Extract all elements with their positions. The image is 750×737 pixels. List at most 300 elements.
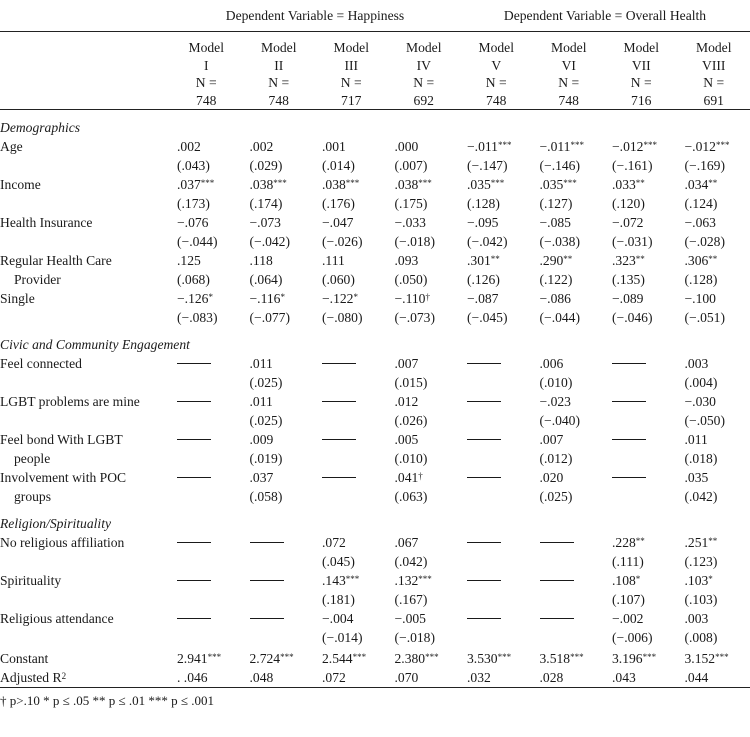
coef-cell: .072 — [322, 535, 346, 550]
se-cell — [605, 411, 678, 430]
se-cell: (−.042) — [249, 234, 291, 249]
significance-mark: *** — [570, 140, 584, 150]
coef-cell — [170, 533, 243, 552]
coef-cell: .067 — [394, 535, 419, 550]
se-cell: (.045) — [322, 554, 355, 569]
coef-cell: .037*** — [177, 177, 215, 192]
dash-mark — [467, 439, 501, 440]
significance-mark: ** — [708, 536, 718, 546]
row-label: Single — [0, 291, 35, 306]
row-label-cont — [0, 194, 170, 213]
coef-cell — [460, 354, 533, 373]
significance-mark: *** — [715, 652, 729, 662]
model-header — [243, 32, 316, 110]
summary-cell: .044 — [684, 670, 709, 685]
se-cell — [170, 590, 243, 609]
coef-row — [0, 213, 750, 232]
se-cell: (.012) — [539, 451, 573, 466]
se-cell — [533, 590, 606, 609]
model-header-m: Model — [188, 40, 224, 55]
model-header-m: Model — [478, 40, 514, 55]
dash-mark — [177, 477, 211, 478]
se-cell: (.010) — [539, 375, 573, 390]
dash-mark — [540, 618, 574, 619]
se-cell: (−.080) — [322, 310, 363, 325]
significance-mark: † — [418, 471, 423, 481]
se-row — [0, 270, 750, 289]
dash-mark — [177, 542, 211, 543]
se-row — [0, 411, 750, 430]
se-cell — [170, 552, 243, 571]
model-header-n: N = — [195, 75, 217, 90]
row-label-cont — [0, 156, 170, 175]
coef-cell: −.126* — [177, 291, 213, 306]
se-cell — [605, 373, 678, 392]
significance-mark: *** — [280, 652, 294, 662]
se-cell: (−.018) — [394, 234, 436, 249]
summary-cell: 2.544*** — [322, 651, 367, 666]
summary-cell: .070 — [394, 670, 419, 685]
se-cell: (.120) — [612, 196, 645, 211]
coef-cell: .111 — [322, 253, 345, 268]
coef-cell — [605, 392, 678, 411]
model-header-nv: 748 — [196, 92, 217, 108]
significance-mark: *** — [643, 140, 657, 150]
se-cell — [460, 373, 533, 392]
se-cell: (−.044) — [539, 310, 581, 325]
row-label: Income — [0, 177, 41, 192]
summary-cell: 3.196*** — [612, 651, 657, 666]
coef-cell: .035 — [684, 470, 709, 485]
significance-mark: *** — [207, 652, 222, 662]
coef-cell: .093 — [394, 253, 419, 268]
se-cell: (.174) — [249, 196, 283, 211]
model-header — [388, 32, 461, 110]
summary-cell: 2.724*** — [249, 651, 294, 666]
se-cell: (.128) — [684, 272, 718, 287]
coef-cell: −.110† — [394, 291, 430, 306]
model-header-nv: 748 — [268, 92, 289, 108]
se-cell: (−.006) — [612, 630, 653, 645]
significance-mark: ** — [635, 254, 645, 264]
dash-mark — [612, 477, 646, 478]
se-cell: (.135) — [612, 272, 645, 287]
coef-cell — [460, 609, 533, 628]
significance-mark: *** — [352, 652, 367, 662]
se-cell — [170, 373, 243, 392]
coef-cell — [243, 533, 316, 552]
summary-cell: .048 — [249, 670, 274, 685]
se-cell: (.043) — [177, 158, 210, 173]
model-header — [533, 32, 606, 110]
row-label-cont — [0, 232, 170, 251]
coef-cell — [315, 392, 388, 411]
row-label-cont — [0, 552, 170, 571]
significance-mark: *** — [570, 652, 584, 662]
coef-cell: .007 — [394, 356, 419, 371]
coef-cell: −.122* — [322, 291, 358, 306]
se-cell — [170, 411, 243, 430]
se-cell: (.064) — [249, 272, 283, 287]
se-row — [0, 552, 750, 571]
se-cell: (−.073) — [394, 310, 436, 325]
model-header-m: Model — [333, 40, 369, 55]
model-header-num: IV — [416, 57, 431, 73]
coef-row — [0, 392, 750, 411]
model-header-n: N = — [703, 75, 725, 90]
dash-mark — [322, 439, 356, 440]
summary-cell: 2.380*** — [394, 651, 439, 666]
model-header-n: N = — [340, 75, 362, 90]
row-label-cont — [0, 590, 170, 609]
se-cell — [460, 411, 533, 430]
coef-cell — [170, 571, 243, 590]
summary-row — [0, 647, 750, 668]
coef-cell: −.085 — [539, 215, 571, 230]
section-title: Demographics — [0, 120, 81, 135]
se-cell — [605, 449, 678, 468]
coef-cell: .037 — [249, 470, 274, 485]
summary-cell: . .046 — [177, 670, 208, 685]
row-label: Feel connected — [0, 356, 82, 371]
coef-cell: .108* — [612, 573, 641, 588]
model-header-num: I — [203, 57, 209, 73]
row-label-cont — [0, 628, 170, 647]
significance-mark: *** — [345, 178, 360, 188]
summary-cell: .043 — [612, 670, 636, 685]
se-cell: (.025) — [539, 489, 573, 504]
coef-row — [0, 175, 750, 194]
model-header — [678, 32, 750, 110]
se-cell: (.018) — [684, 451, 718, 466]
se-cell — [170, 449, 243, 468]
significance-mark: *** — [490, 178, 505, 188]
se-cell: (−.040) — [539, 413, 581, 428]
coef-cell: −.011*** — [467, 139, 512, 154]
se-row — [0, 487, 750, 506]
se-cell: (.175) — [394, 196, 428, 211]
significance-mark: *** — [563, 178, 577, 188]
se-cell: (.127) — [539, 196, 573, 211]
coef-cell: −.005 — [394, 611, 426, 626]
se-cell: (.122) — [539, 272, 573, 287]
se-row — [0, 232, 750, 251]
se-cell — [170, 487, 243, 506]
se-cell — [460, 449, 533, 468]
se-cell — [315, 411, 388, 430]
se-row — [0, 628, 750, 647]
row-label-cont — [0, 373, 170, 392]
se-cell: (.010) — [394, 451, 428, 466]
significance-mark: * — [708, 574, 713, 584]
coef-row — [0, 533, 750, 552]
se-cell: (.015) — [394, 375, 428, 390]
se-cell: (.042) — [394, 554, 428, 569]
coef-cell — [460, 533, 533, 552]
coef-cell: .003 — [684, 356, 709, 371]
coef-cell: .290** — [539, 253, 573, 268]
coef-cell: .003 — [684, 611, 709, 626]
coef-cell: .002 — [177, 139, 201, 154]
coef-cell: .011 — [249, 394, 273, 409]
model-header-m: Model — [551, 40, 587, 55]
coef-cell: .038*** — [322, 177, 360, 192]
row-label-cont — [0, 308, 170, 327]
coef-cell: .006 — [539, 356, 564, 371]
se-cell — [533, 552, 606, 571]
significance-mark: *** — [273, 178, 287, 188]
se-cell: (−.046) — [612, 310, 653, 325]
coef-row — [0, 609, 750, 628]
se-row — [0, 449, 750, 468]
dash-mark — [322, 401, 356, 402]
dash-mark — [177, 618, 211, 619]
coef-cell: .301** — [467, 253, 500, 268]
model-header-nv: 717 — [341, 92, 362, 108]
significance-mark: ** — [708, 178, 718, 188]
coef-cell — [315, 430, 388, 449]
significance-mark: * — [635, 574, 641, 584]
row-label-cont: Provider — [14, 272, 61, 287]
se-cell: (.007) — [394, 158, 428, 173]
se-cell: (−.147) — [467, 158, 508, 173]
coef-cell — [170, 392, 243, 411]
model-header-num: III — [344, 57, 359, 73]
coef-cell: .033** — [612, 177, 645, 192]
se-cell: (−.077) — [249, 310, 291, 325]
coef-cell — [533, 609, 606, 628]
row-label: Age — [0, 139, 23, 154]
se-cell: (.029) — [249, 158, 283, 173]
corner-cell — [0, 0, 170, 32]
dash-mark — [612, 363, 646, 364]
se-cell: (−.014) — [322, 630, 363, 645]
corner-cell-2 — [0, 32, 170, 110]
coef-cell — [170, 609, 243, 628]
section-header-row — [0, 327, 750, 354]
model-header-num: VII — [631, 57, 651, 73]
se-cell: (.060) — [322, 272, 355, 287]
coef-cell: .011 — [684, 432, 708, 447]
coef-cell — [170, 354, 243, 373]
se-cell: (.124) — [684, 196, 718, 211]
section-title: Civic and Community Engagement — [0, 337, 190, 352]
se-cell: (.176) — [322, 196, 355, 211]
coef-cell — [170, 468, 243, 487]
se-cell — [605, 487, 678, 506]
coef-row — [0, 289, 750, 308]
coef-cell: .323** — [612, 253, 645, 268]
se-cell: (−.050) — [684, 413, 726, 428]
coef-cell — [460, 392, 533, 411]
dv-health-header: Dependent Variable = Overall Health — [503, 8, 707, 23]
model-header-num: V — [491, 57, 502, 73]
coef-cell: .020 — [539, 470, 564, 485]
coef-cell: −.012*** — [612, 139, 657, 154]
model-header-nv: 692 — [413, 92, 434, 108]
coef-cell — [315, 354, 388, 373]
significance-mark: ** — [635, 536, 645, 546]
model-header-num: II — [274, 57, 284, 73]
summary-cell: .072 — [322, 670, 346, 685]
coef-cell: −.011*** — [539, 139, 584, 154]
se-cell — [460, 552, 533, 571]
coef-cell — [533, 571, 606, 590]
coef-cell: −.002 — [612, 611, 644, 626]
significance-mark: *** — [200, 178, 215, 188]
coef-cell: −.089 — [612, 291, 644, 306]
row-label: Health Insurance — [0, 215, 93, 230]
coef-cell: .002 — [249, 139, 274, 154]
model-header-n: N = — [485, 75, 507, 90]
summary-cell: 3.530*** — [467, 651, 512, 666]
se-cell: (.128) — [467, 196, 500, 211]
significance-mark: *** — [497, 652, 512, 662]
section-title: Religion/Spirituality — [0, 516, 112, 531]
model-header-nv: 748 — [558, 92, 579, 108]
coef-cell: −.033 — [394, 215, 426, 230]
coef-cell: −.063 — [684, 215, 716, 230]
se-row — [0, 308, 750, 327]
coef-cell: .041† — [394, 470, 423, 485]
se-cell: (−.028) — [684, 234, 726, 249]
se-cell: (.004) — [684, 375, 718, 390]
se-cell: (.019) — [249, 451, 283, 466]
coef-cell: .118 — [249, 253, 273, 268]
se-cell — [243, 590, 316, 609]
coef-cell: .251** — [684, 535, 718, 550]
se-cell: (.068) — [177, 272, 210, 287]
se-cell: (−.161) — [612, 158, 653, 173]
coef-cell — [460, 468, 533, 487]
coef-cell — [243, 571, 316, 590]
coef-cell: −.030 — [684, 394, 716, 409]
model-header-num: VIII — [702, 57, 726, 73]
coef-cell: .011 — [249, 356, 273, 371]
dash-mark — [467, 363, 501, 364]
model-header-nv: 748 — [486, 92, 507, 108]
se-cell — [170, 628, 243, 647]
model-header-nv: 716 — [631, 92, 652, 108]
se-row — [0, 194, 750, 213]
se-cell: (.058) — [249, 489, 283, 504]
se-cell — [243, 552, 316, 571]
summary-cell: 2.941*** — [177, 651, 222, 666]
model-header-m: Model — [623, 40, 659, 55]
coef-cell — [605, 354, 678, 373]
se-cell: (.025) — [249, 413, 283, 428]
se-cell: (−.042) — [467, 234, 508, 249]
significance-mark: *** — [642, 652, 657, 662]
coef-cell: .306** — [684, 253, 718, 268]
se-cell: (.008) — [684, 630, 718, 645]
coef-cell: −.076 — [177, 215, 209, 230]
coef-cell — [460, 571, 533, 590]
se-row — [0, 156, 750, 175]
row-label: Feel bond With LGBT — [0, 432, 123, 447]
significance-note: † p>.10 * p ≤ .05 ** p ≤ .01 *** p ≤ .001 — [0, 693, 214, 708]
se-cell — [243, 628, 316, 647]
coef-cell: −.012*** — [684, 139, 730, 154]
significance-mark: *** — [497, 140, 512, 150]
coef-cell: .038*** — [394, 177, 432, 192]
model-header-m: Model — [696, 40, 732, 55]
se-cell: (.025) — [249, 375, 283, 390]
se-cell: (−.026) — [322, 234, 363, 249]
dash-mark — [250, 542, 284, 543]
significance-mark: ** — [635, 178, 645, 188]
se-cell: (−.146) — [539, 158, 581, 173]
dash-mark — [177, 580, 211, 581]
se-cell: (.103) — [684, 592, 718, 607]
coef-cell: −.116* — [249, 291, 285, 306]
summary-row — [0, 668, 750, 688]
coef-cell: .125 — [177, 253, 201, 268]
coef-cell — [605, 430, 678, 449]
dash-mark — [177, 363, 211, 364]
model-header-n: N = — [413, 75, 435, 90]
coef-row — [0, 137, 750, 156]
dv-happiness-header: Dependent Variable = Happiness — [225, 8, 405, 23]
se-cell: (−.038) — [539, 234, 581, 249]
model-header-num: VI — [561, 57, 576, 73]
dash-mark — [467, 401, 501, 402]
coef-cell: .035*** — [539, 177, 577, 192]
significance-mark: *** — [418, 178, 432, 188]
row-label: Religious attendance — [0, 611, 114, 626]
significance-mark: * — [353, 292, 358, 302]
se-cell: (.123) — [684, 554, 718, 569]
significance-mark: ** — [563, 254, 573, 264]
se-cell: (.173) — [177, 196, 210, 211]
significance-mark: ** — [490, 254, 500, 264]
model-header-n: N = — [558, 75, 580, 90]
dash-mark — [540, 580, 574, 581]
summary-label — [0, 647, 170, 668]
coef-cell — [315, 468, 388, 487]
model-header — [605, 32, 678, 110]
section-header-row — [0, 110, 750, 137]
coef-cell: −.072 — [612, 215, 644, 230]
summary-cell: 3.152*** — [684, 651, 729, 666]
coef-cell — [460, 430, 533, 449]
se-cell: (.042) — [684, 489, 718, 504]
coef-cell: .001 — [322, 139, 346, 154]
se-cell: (−.045) — [467, 310, 508, 325]
se-cell: (.050) — [394, 272, 428, 287]
summary-label — [0, 668, 170, 688]
se-cell — [460, 628, 533, 647]
se-cell: (.181) — [322, 592, 355, 607]
model-header-m: Model — [261, 40, 297, 55]
se-cell: (−.083) — [177, 310, 218, 325]
se-row — [0, 373, 750, 392]
significance-mark: * — [208, 292, 213, 302]
se-cell — [315, 487, 388, 506]
significance-mark: *** — [418, 574, 432, 584]
row-label-cont: people — [14, 451, 51, 466]
coef-cell: .012 — [394, 394, 419, 409]
coef-cell: .228** — [612, 535, 645, 550]
se-cell: (.126) — [467, 272, 500, 287]
coef-cell — [605, 468, 678, 487]
coef-cell: .005 — [394, 432, 419, 447]
se-cell: (.063) — [394, 489, 428, 504]
coef-cell: .103* — [684, 573, 713, 588]
coef-cell: .034** — [684, 177, 718, 192]
model-header-m: Model — [406, 40, 442, 55]
coef-cell: .007 — [539, 432, 564, 447]
